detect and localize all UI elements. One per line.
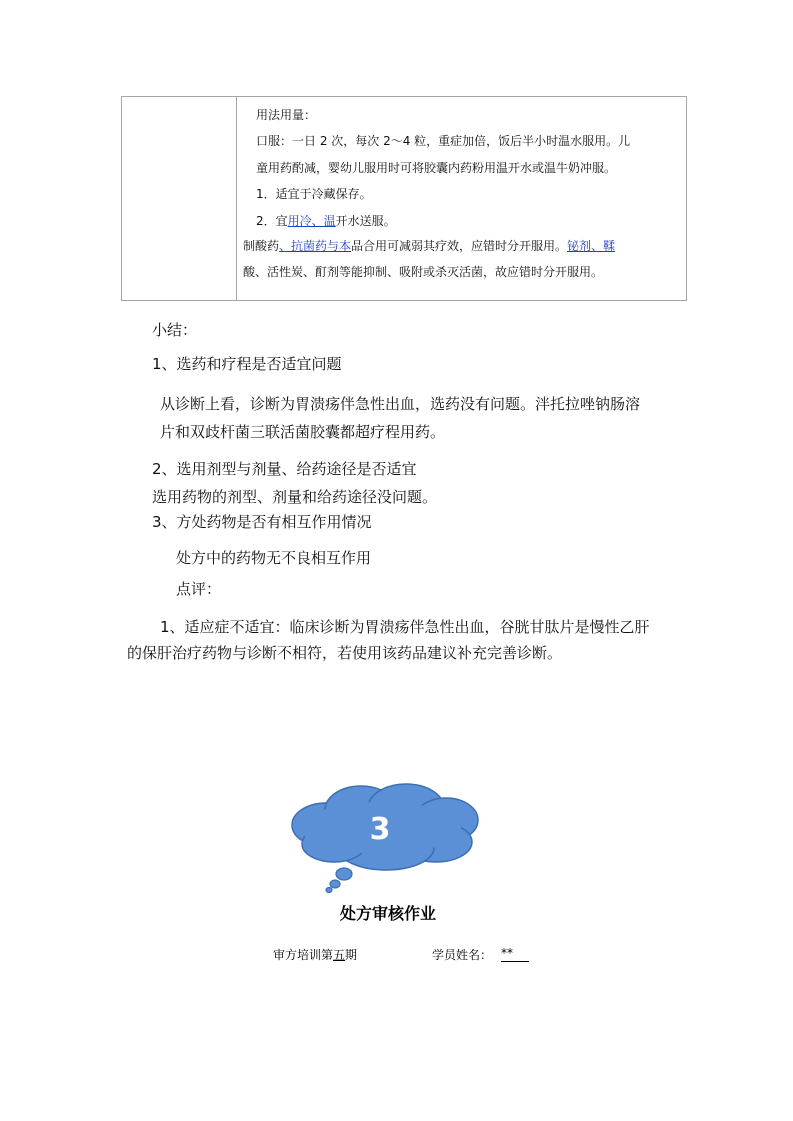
interaction-line-1 <box>243 237 615 254</box>
item-1-title: 1、选药和疗程是否适宜问题 <box>152 355 342 373</box>
note-2 <box>256 212 396 229</box>
student-label: 学员姓名： <box>432 948 493 962</box>
oral-line-2: 童用药酌减，婴幼儿服用时可将胶囊内药粉用温开水或温牛奶冲服。 <box>256 161 617 175</box>
session-label <box>273 946 357 963</box>
interaction-link-2[interactable]: 铋剂、鞣 <box>567 239 616 253</box>
session-number: 五 <box>333 948 346 962</box>
item-1-body-line-1: 从诊断上看，诊断为胃溃疡伴急性出血，选药没有问题。泮托拉唑钠肠溶 <box>160 395 641 413</box>
oral-line-1: 口服：一日 2 次，每次 2～4 粒，重症加倍，饭后半小时温水服用。儿 <box>256 134 631 148</box>
summary-heading: 小结： <box>152 321 198 339</box>
note-1: 1．适宜于冷藏保存。 <box>256 187 372 201</box>
interaction-pre: 制酸药 <box>243 239 280 253</box>
note-2-link[interactable]: 用冷、温 <box>287 214 336 228</box>
review-heading: 点评： <box>176 580 222 598</box>
review-line-2: 的保肝治疗药物与诊断不相符，若使用该药品建议补充完善诊断。 <box>127 644 563 662</box>
item-2-body: 选用药物的剂型、剂量和给药途径没问题。 <box>152 488 438 506</box>
interaction-line-2: 酸、活性炭、酊剂等能抑制、吸附或杀灭活菌，故应错时分开服用。 <box>243 265 604 279</box>
note-2-post: 开水送服。 <box>335 214 396 228</box>
student-name-field <box>501 946 529 962</box>
review-line-1: 1、适应症不适宜：临床诊断为胃溃疡伴急性出血，谷胱甘肽片是慢性乙肝 <box>160 618 650 636</box>
item-2-title: 2、选用剂型与剂量、给药途径是否适宜 <box>152 460 417 478</box>
session-pre: 审方培训第 <box>273 948 334 962</box>
dosage-title: 用法用量： <box>256 108 317 122</box>
homework-title: 处方审核作业 <box>340 904 437 923</box>
homework-number: 3 <box>369 812 391 847</box>
student-name: ** <box>501 946 513 960</box>
interaction-link-1[interactable]: 、抗菌药与本 <box>279 239 352 253</box>
note-2-pre: 2．宜 <box>256 214 288 228</box>
item-1-body-line-2: 片和双歧杆菌三联活菌胶囊都超疗程用药。 <box>160 423 446 441</box>
session-post: 期 <box>345 948 358 962</box>
interaction-mid: 品合用可减弱其疗效，应错时分开服用。 <box>351 239 568 253</box>
table-divider <box>236 97 237 300</box>
item-3-body: 处方中的药物无不良相互作用 <box>176 549 372 567</box>
item-3-title: 3、方处药物是否有相互作用情况 <box>152 513 372 531</box>
